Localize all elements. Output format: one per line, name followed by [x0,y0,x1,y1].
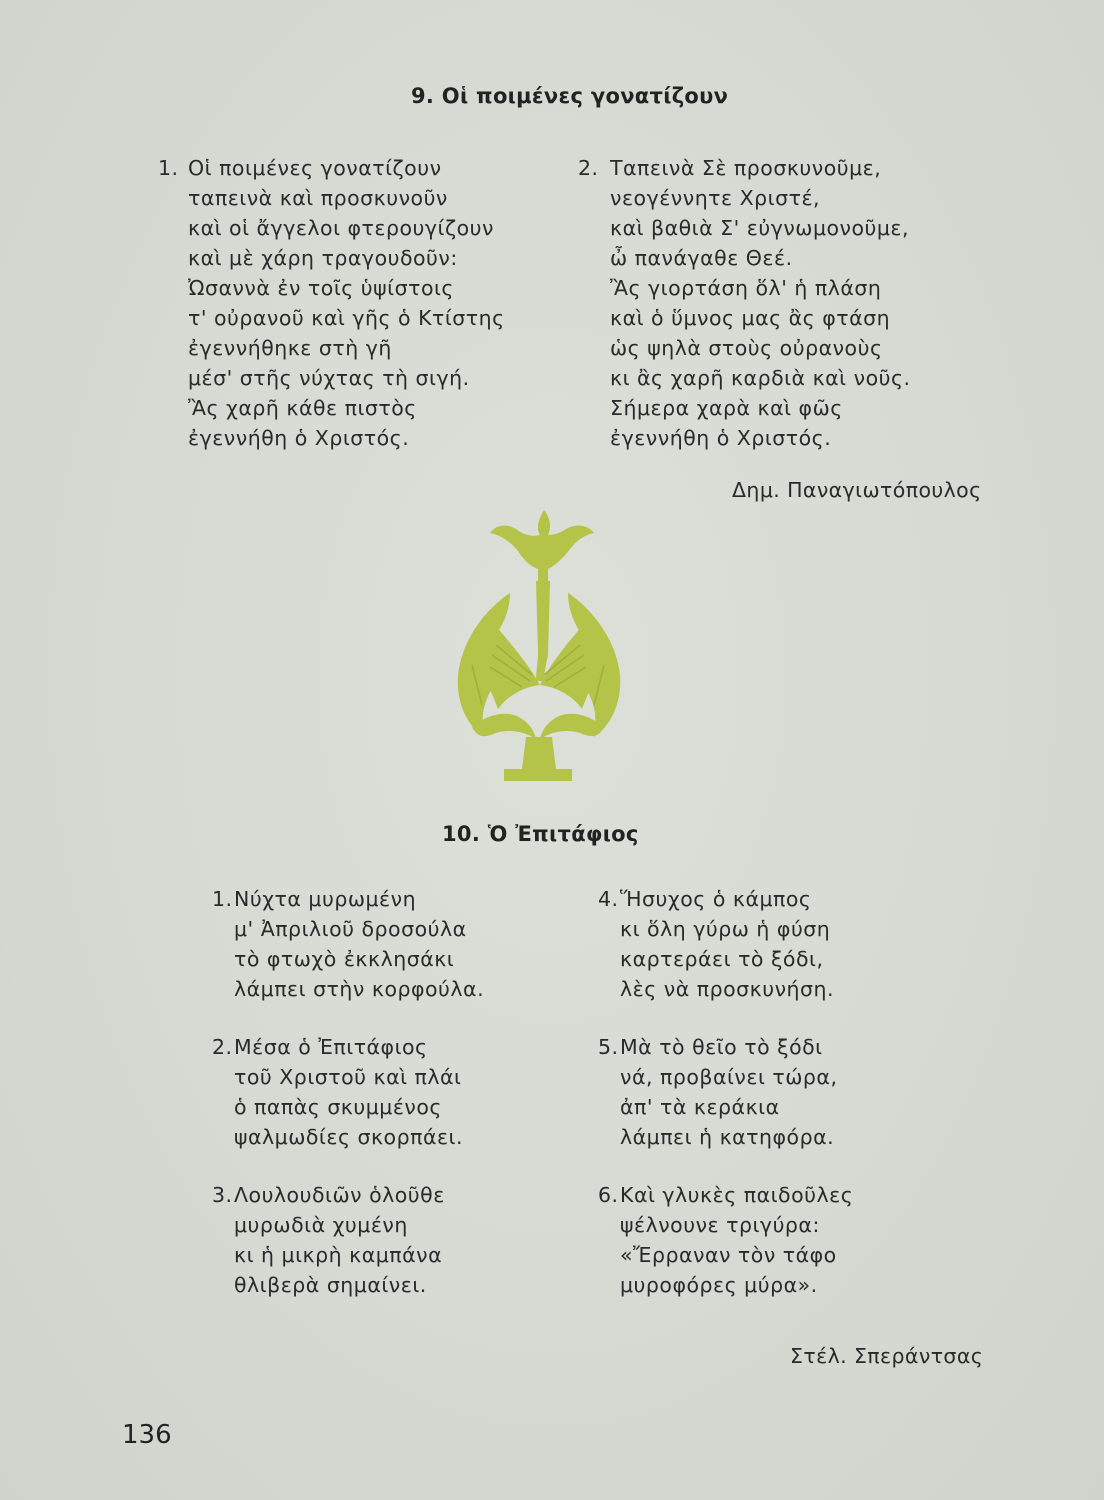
verse-line: καὶ μὲ χάρη τραγουδοῦν: [188,246,458,270]
verse-line: ψαλμωδίες σκορπάει. [234,1125,464,1149]
verse-line: Καὶ γλυκὲς παιδοῦλες [620,1183,854,1207]
song10-stanza-5 [598,1032,837,1152]
verse-line: Λουλουδιῶν ὁλοῦθε [234,1183,445,1207]
verse-line: ὁ παπὰς σκυμμένος [234,1095,442,1119]
page-number: 136 [122,1420,172,1450]
verse-line: κι ἡ μικρὴ καμπάνα [234,1243,443,1267]
stanza-number: 6. [598,1183,619,1207]
verse-line: Ἂς γιορτάση ὅλ' ἡ πλάση [610,276,882,300]
verse-line: ταπεινὰ καὶ προσκυνοῦν [188,186,448,210]
verse-line: ἐγεννήθη ὁ Χριστός. [610,426,832,450]
verse-line: Ἥσυχος ὁ κάμπος [620,887,812,911]
stanza-number: 1. [158,156,179,180]
verse-line: Ταπεινὰ Σὲ προσκυνοῦμε, [610,156,882,180]
song10-stanza-1 [212,884,484,1004]
verse-line: κι ἂς χαρῆ καρδιὰ καὶ νοῦς. [610,366,911,390]
verse-line: καὶ ὁ ὕμνος μας ἂς φτάση [610,306,891,330]
stanza-number: 3. [212,1183,233,1207]
verse-line: καρτεράει τὸ ξόδι, [620,947,824,971]
song9-author: Δημ. Παναγιωτόπουλος [732,478,982,502]
song10-stanza-2 [212,1032,463,1152]
verse-line: καὶ βαθιὰ Σ' εὐγνωμονοῦμε, [610,216,910,240]
verse-line: λὲς νὰ προσκυνήση. [620,977,835,1001]
verse-line: Νύχτα μυρωμένη [234,887,417,911]
verse-line: Ἂς χαρῆ κάθε πιστὸς [188,396,417,420]
verse-line: κι ὅλη γύρω ἡ φύση [620,917,831,941]
verse-line: καὶ οἱ ἄγγελοι φτερουγίζουν [188,216,494,240]
verse-line: ὡς ψηλὰ στοὺς οὐρανοὺς [610,336,883,360]
lily-ornament-icon [452,505,624,787]
verse-line: λάμπει στὴν κορφούλα. [234,977,485,1001]
stanza-number: 2. [212,1035,233,1059]
song10-stanza-6 [598,1180,853,1300]
song10-author: Στέλ. Σπεράντσας [790,1344,984,1368]
verse-line: θλιβερὰ σημαίνει. [234,1273,427,1297]
song9-stanza-2 [578,153,911,453]
verse-line: Οἱ ποιμένες γονατίζουν [188,156,442,180]
song9-stanza-1 [158,153,505,453]
verse-line: μυροφόρες μύρα». [620,1273,818,1297]
song10-stanza-3 [212,1180,445,1300]
verse-line: ἐγεννήθηκε στὴ γῆ [188,336,392,360]
song10-stanza-4 [598,884,834,1004]
verse-line: ἀπ' τὰ κεράκια [620,1095,780,1119]
song10-title: 10. Ὁ Ἐπιτάφιος [442,822,639,846]
verse-line: τ' οὐρανοῦ καὶ γῆς ὁ Κτίστης [188,306,505,330]
verse-line: τὸ φτωχὸ ἐκκλησάκι [234,947,455,971]
verse-line: Ὠσαννὰ ἐν τοῖς ὑψίστοις [188,276,454,300]
verse-line: μέσ' στῆς νύχτας τὴ σιγή. [188,366,470,390]
verse-line: νεογέννητε Χριστέ, [610,186,821,210]
verse-line: μυρωδιὰ χυμένη [234,1213,408,1237]
verse-line: Μέσα ὁ Ἐπιτάφιος [234,1035,428,1059]
verse-line: Σήμερα χαρὰ καὶ φῶς [610,396,843,420]
verse-line: τοῦ Χριστοῦ καὶ πλάι [234,1065,462,1089]
verse-line: ἐγεννήθη ὁ Χριστός. [188,426,410,450]
stanza-number: 5. [598,1035,619,1059]
verse-line: Μὰ τὸ θεῖο τὸ ξόδι [620,1035,823,1059]
verse-line: λάμπει ἡ κατηφόρα. [620,1125,835,1149]
verse-line: ψέλνουνε τριγύρα: [620,1213,820,1237]
verse-line: ὦ πανάγαθε Θεέ. [610,246,793,270]
stanza-number: 2. [578,156,599,180]
stanza-number: 4. [598,887,619,911]
song9-title: 9. Οἱ ποιμένες γονατίζουν [411,84,729,108]
stanza-number: 1. [212,887,233,911]
verse-line: νά, προβαίνει τώρα, [620,1065,838,1089]
verse-line: «Ἔρραναν τὸν τάφο [620,1243,837,1267]
verse-line: μ' Ἀπριλιοῦ δροσούλα [234,917,467,941]
